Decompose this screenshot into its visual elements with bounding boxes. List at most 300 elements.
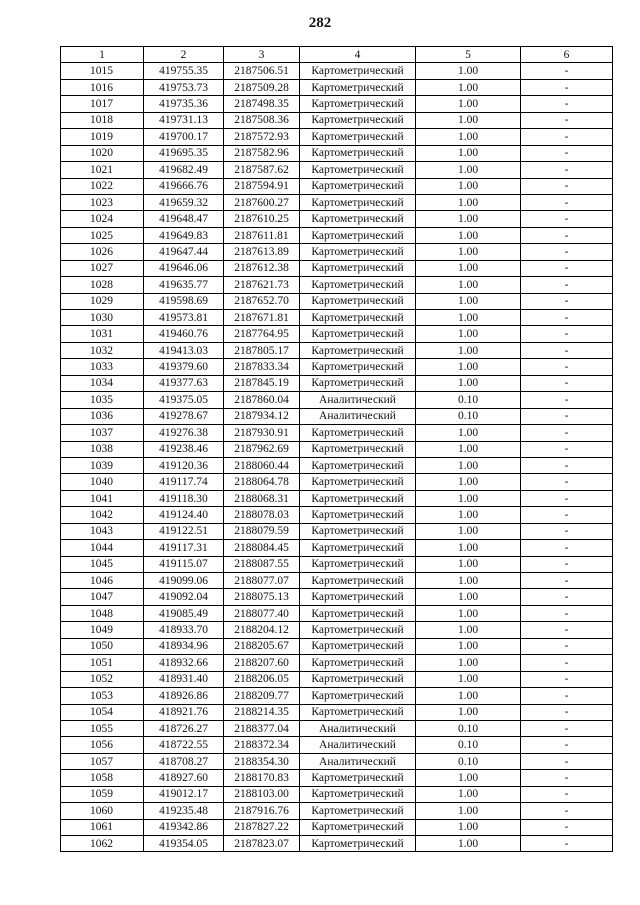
coordinates-table xyxy=(60,46,613,852)
x-coordinate-cell: 419647.44 xyxy=(144,244,224,260)
method-cell: Аналитический xyxy=(300,753,416,769)
method-cell: Картометрический xyxy=(300,178,416,194)
point-number-cell: 1020 xyxy=(61,145,144,161)
table-row xyxy=(61,836,613,852)
note-cell: - xyxy=(521,803,613,819)
accuracy-cell: 1.00 xyxy=(416,573,521,589)
y-coordinate-cell: 2188064.78 xyxy=(224,474,300,490)
point-number-cell: 1037 xyxy=(61,425,144,441)
y-coordinate-cell: 2187916.76 xyxy=(224,803,300,819)
y-coordinate-cell: 2187613.89 xyxy=(224,244,300,260)
y-coordinate-cell: 2187827.22 xyxy=(224,819,300,835)
column-header-4: 4 xyxy=(300,47,416,63)
point-number-cell: 1025 xyxy=(61,227,144,243)
note-cell: - xyxy=(521,227,613,243)
x-coordinate-cell: 419235.48 xyxy=(144,803,224,819)
point-number-cell: 1060 xyxy=(61,803,144,819)
y-coordinate-cell: 2188209.77 xyxy=(224,688,300,704)
method-cell: Картометрический xyxy=(300,260,416,276)
method-cell: Картометрический xyxy=(300,770,416,786)
note-cell: - xyxy=(521,704,613,720)
x-coordinate-cell: 419695.35 xyxy=(144,145,224,161)
table-row xyxy=(61,277,613,293)
accuracy-cell: 1.00 xyxy=(416,63,521,79)
table-row xyxy=(61,392,613,408)
y-coordinate-cell: 2188214.35 xyxy=(224,704,300,720)
x-coordinate-cell: 419099.06 xyxy=(144,573,224,589)
table-row xyxy=(61,145,613,161)
note-cell: - xyxy=(521,786,613,802)
method-cell: Картометрический xyxy=(300,819,416,835)
y-coordinate-cell: 2187764.95 xyxy=(224,326,300,342)
accuracy-cell: 0.10 xyxy=(416,737,521,753)
accuracy-cell: 1.00 xyxy=(416,227,521,243)
method-cell: Картометрический xyxy=(300,605,416,621)
table-row xyxy=(61,244,613,260)
y-coordinate-cell: 2187805.17 xyxy=(224,342,300,358)
accuracy-cell: 0.10 xyxy=(416,753,521,769)
accuracy-cell: 0.10 xyxy=(416,408,521,424)
table-row xyxy=(61,671,613,687)
point-number-cell: 1017 xyxy=(61,96,144,112)
accuracy-cell: 1.00 xyxy=(416,162,521,178)
method-cell: Аналитический xyxy=(300,408,416,424)
method-cell: Картометрический xyxy=(300,573,416,589)
point-number-cell: 1062 xyxy=(61,836,144,852)
note-cell: - xyxy=(521,507,613,523)
method-cell: Аналитический xyxy=(300,720,416,736)
note-cell: - xyxy=(521,573,613,589)
x-coordinate-cell: 419648.47 xyxy=(144,211,224,227)
y-coordinate-cell: 2188170.83 xyxy=(224,770,300,786)
point-number-cell: 1038 xyxy=(61,441,144,457)
method-cell: Картометрический xyxy=(300,803,416,819)
note-cell: - xyxy=(521,556,613,572)
table-row xyxy=(61,490,613,506)
point-number-cell: 1016 xyxy=(61,79,144,95)
table-row xyxy=(61,441,613,457)
method-cell: Картометрический xyxy=(300,293,416,309)
x-coordinate-cell: 419682.49 xyxy=(144,162,224,178)
y-coordinate-cell: 2187621.73 xyxy=(224,277,300,293)
point-number-cell: 1046 xyxy=(61,573,144,589)
table-row xyxy=(61,704,613,720)
table-row xyxy=(61,720,613,736)
accuracy-cell: 1.00 xyxy=(416,704,521,720)
x-coordinate-cell: 419238.46 xyxy=(144,441,224,457)
accuracy-cell: 1.00 xyxy=(416,507,521,523)
point-number-cell: 1022 xyxy=(61,178,144,194)
x-coordinate-cell: 419122.51 xyxy=(144,523,224,539)
note-cell: - xyxy=(521,474,613,490)
table-row xyxy=(61,540,613,556)
point-number-cell: 1024 xyxy=(61,211,144,227)
table-row xyxy=(61,194,613,210)
note-cell: - xyxy=(521,753,613,769)
accuracy-cell: 1.00 xyxy=(416,803,521,819)
point-number-cell: 1019 xyxy=(61,129,144,145)
table-row xyxy=(61,786,613,802)
note-cell: - xyxy=(521,293,613,309)
y-coordinate-cell: 2188087.55 xyxy=(224,556,300,572)
x-coordinate-cell: 419666.76 xyxy=(144,178,224,194)
y-coordinate-cell: 2187572.93 xyxy=(224,129,300,145)
method-cell: Картометрический xyxy=(300,490,416,506)
x-coordinate-cell: 419117.74 xyxy=(144,474,224,490)
accuracy-cell: 1.00 xyxy=(416,326,521,342)
note-cell: - xyxy=(521,178,613,194)
table-row xyxy=(61,523,613,539)
point-number-cell: 1028 xyxy=(61,277,144,293)
accuracy-cell: 1.00 xyxy=(416,622,521,638)
y-coordinate-cell: 2188205.67 xyxy=(224,638,300,654)
note-cell: - xyxy=(521,129,613,145)
point-number-cell: 1041 xyxy=(61,490,144,506)
accuracy-cell: 1.00 xyxy=(416,112,521,128)
x-coordinate-cell: 419354.05 xyxy=(144,836,224,852)
table-row xyxy=(61,310,613,326)
accuracy-cell: 1.00 xyxy=(416,441,521,457)
method-cell: Картометрический xyxy=(300,638,416,654)
point-number-cell: 1031 xyxy=(61,326,144,342)
y-coordinate-cell: 2188377.04 xyxy=(224,720,300,736)
accuracy-cell: 1.00 xyxy=(416,211,521,227)
point-number-cell: 1057 xyxy=(61,753,144,769)
point-number-cell: 1061 xyxy=(61,819,144,835)
y-coordinate-cell: 2188206.05 xyxy=(224,671,300,687)
table-row xyxy=(61,507,613,523)
table-row xyxy=(61,112,613,128)
point-number-cell: 1058 xyxy=(61,770,144,786)
note-cell: - xyxy=(521,737,613,753)
accuracy-cell: 0.10 xyxy=(416,720,521,736)
column-header-3: 3 xyxy=(224,47,300,63)
y-coordinate-cell: 2188060.44 xyxy=(224,457,300,473)
method-cell: Картометрический xyxy=(300,63,416,79)
accuracy-cell: 1.00 xyxy=(416,655,521,671)
method-cell: Картометрический xyxy=(300,145,416,161)
note-cell: - xyxy=(521,260,613,276)
note-cell: - xyxy=(521,310,613,326)
method-cell: Картометрический xyxy=(300,194,416,210)
note-cell: - xyxy=(521,605,613,621)
accuracy-cell: 1.00 xyxy=(416,836,521,852)
method-cell: Картометрический xyxy=(300,79,416,95)
y-coordinate-cell: 2187509.28 xyxy=(224,79,300,95)
accuracy-cell: 1.00 xyxy=(416,589,521,605)
x-coordinate-cell: 419276.38 xyxy=(144,425,224,441)
y-coordinate-cell: 2188103.00 xyxy=(224,786,300,802)
table-row xyxy=(61,375,613,391)
x-coordinate-cell: 418722.55 xyxy=(144,737,224,753)
y-coordinate-cell: 2187962.69 xyxy=(224,441,300,457)
point-number-cell: 1035 xyxy=(61,392,144,408)
y-coordinate-cell: 2187652.70 xyxy=(224,293,300,309)
point-number-cell: 1053 xyxy=(61,688,144,704)
method-cell: Картометрический xyxy=(300,556,416,572)
accuracy-cell: 1.00 xyxy=(416,277,521,293)
method-cell: Картометрический xyxy=(300,457,416,473)
accuracy-cell: 1.00 xyxy=(416,79,521,95)
method-cell: Картометрический xyxy=(300,704,416,720)
table-row xyxy=(61,63,613,79)
accuracy-cell: 1.00 xyxy=(416,457,521,473)
y-coordinate-cell: 2187612.38 xyxy=(224,260,300,276)
method-cell: Картометрический xyxy=(300,227,416,243)
method-cell: Картометрический xyxy=(300,310,416,326)
point-number-cell: 1034 xyxy=(61,375,144,391)
x-coordinate-cell: 419413.03 xyxy=(144,342,224,358)
point-number-cell: 1054 xyxy=(61,704,144,720)
x-coordinate-cell: 419120.36 xyxy=(144,457,224,473)
table-row xyxy=(61,457,613,473)
note-cell: - xyxy=(521,638,613,654)
table-header-row xyxy=(61,47,613,63)
table-row xyxy=(61,326,613,342)
table-row xyxy=(61,622,613,638)
x-coordinate-cell: 419753.73 xyxy=(144,79,224,95)
accuracy-cell: 1.00 xyxy=(416,638,521,654)
y-coordinate-cell: 2188354.30 xyxy=(224,753,300,769)
point-number-cell: 1036 xyxy=(61,408,144,424)
x-coordinate-cell: 419377.63 xyxy=(144,375,224,391)
accuracy-cell: 1.00 xyxy=(416,194,521,210)
method-cell: Картометрический xyxy=(300,507,416,523)
x-coordinate-cell: 419012.17 xyxy=(144,786,224,802)
method-cell: Картометрический xyxy=(300,277,416,293)
accuracy-cell: 1.00 xyxy=(416,605,521,621)
x-coordinate-cell: 419573.81 xyxy=(144,310,224,326)
accuracy-cell: 1.00 xyxy=(416,490,521,506)
table-row xyxy=(61,96,613,112)
column-header-1: 1 xyxy=(61,47,144,63)
note-cell: - xyxy=(521,720,613,736)
note-cell: - xyxy=(521,392,613,408)
point-number-cell: 1015 xyxy=(61,63,144,79)
table-row xyxy=(61,556,613,572)
note-cell: - xyxy=(521,688,613,704)
point-number-cell: 1027 xyxy=(61,260,144,276)
point-number-cell: 1023 xyxy=(61,194,144,210)
x-coordinate-cell: 419598.69 xyxy=(144,293,224,309)
page-number: 282 xyxy=(308,15,332,31)
x-coordinate-cell: 419731.13 xyxy=(144,112,224,128)
point-number-cell: 1039 xyxy=(61,457,144,473)
x-coordinate-cell: 419635.77 xyxy=(144,277,224,293)
accuracy-cell: 1.00 xyxy=(416,819,521,835)
table-row xyxy=(61,753,613,769)
point-number-cell: 1030 xyxy=(61,310,144,326)
table-row xyxy=(61,359,613,375)
point-number-cell: 1059 xyxy=(61,786,144,802)
method-cell: Картометрический xyxy=(300,326,416,342)
point-number-cell: 1056 xyxy=(61,737,144,753)
table-row xyxy=(61,260,613,276)
note-cell: - xyxy=(521,194,613,210)
note-cell: - xyxy=(521,112,613,128)
x-coordinate-cell: 419375.05 xyxy=(144,392,224,408)
y-coordinate-cell: 2187671.81 xyxy=(224,310,300,326)
x-coordinate-cell: 419700.17 xyxy=(144,129,224,145)
x-coordinate-cell: 419646.06 xyxy=(144,260,224,276)
table-row xyxy=(61,770,613,786)
point-number-cell: 1055 xyxy=(61,720,144,736)
y-coordinate-cell: 2187833.34 xyxy=(224,359,300,375)
accuracy-cell: 1.00 xyxy=(416,244,521,260)
note-cell: - xyxy=(521,671,613,687)
accuracy-cell: 1.00 xyxy=(416,671,521,687)
y-coordinate-cell: 2187508.36 xyxy=(224,112,300,128)
y-coordinate-cell: 2187823.07 xyxy=(224,836,300,852)
y-coordinate-cell: 2188068.31 xyxy=(224,490,300,506)
method-cell: Картометрический xyxy=(300,129,416,145)
y-coordinate-cell: 2188079.59 xyxy=(224,523,300,539)
method-cell: Картометрический xyxy=(300,474,416,490)
point-number-cell: 1052 xyxy=(61,671,144,687)
method-cell: Картометрический xyxy=(300,96,416,112)
method-cell: Картометрический xyxy=(300,112,416,128)
note-cell: - xyxy=(521,96,613,112)
note-cell: - xyxy=(521,211,613,227)
y-coordinate-cell: 2187934.12 xyxy=(224,408,300,424)
table-row xyxy=(61,803,613,819)
note-cell: - xyxy=(521,277,613,293)
x-coordinate-cell: 418931.40 xyxy=(144,671,224,687)
point-number-cell: 1040 xyxy=(61,474,144,490)
accuracy-cell: 1.00 xyxy=(416,556,521,572)
table-row xyxy=(61,638,613,654)
point-number-cell: 1049 xyxy=(61,622,144,638)
y-coordinate-cell: 2187506.51 xyxy=(224,63,300,79)
table-row xyxy=(61,293,613,309)
method-cell: Картометрический xyxy=(300,671,416,687)
point-number-cell: 1050 xyxy=(61,638,144,654)
column-header-5: 5 xyxy=(416,47,521,63)
y-coordinate-cell: 2188372.34 xyxy=(224,737,300,753)
note-cell: - xyxy=(521,622,613,638)
table-row xyxy=(61,162,613,178)
x-coordinate-cell: 419460.76 xyxy=(144,326,224,342)
x-coordinate-cell: 419379.60 xyxy=(144,359,224,375)
method-cell: Картометрический xyxy=(300,375,416,391)
point-number-cell: 1047 xyxy=(61,589,144,605)
point-number-cell: 1026 xyxy=(61,244,144,260)
x-coordinate-cell: 419278.67 xyxy=(144,408,224,424)
x-coordinate-cell: 419735.36 xyxy=(144,96,224,112)
table-row xyxy=(61,211,613,227)
accuracy-cell: 1.00 xyxy=(416,129,521,145)
x-coordinate-cell: 419342.86 xyxy=(144,819,224,835)
table-row xyxy=(61,342,613,358)
table-row xyxy=(61,573,613,589)
note-cell: - xyxy=(521,342,613,358)
table-row xyxy=(61,79,613,95)
method-cell: Картометрический xyxy=(300,342,416,358)
point-number-cell: 1045 xyxy=(61,556,144,572)
table-row xyxy=(61,589,613,605)
note-cell: - xyxy=(521,162,613,178)
method-cell: Аналитический xyxy=(300,737,416,753)
x-coordinate-cell: 419118.30 xyxy=(144,490,224,506)
x-coordinate-cell: 419085.49 xyxy=(144,605,224,621)
method-cell: Картометрический xyxy=(300,211,416,227)
accuracy-cell: 1.00 xyxy=(416,786,521,802)
x-coordinate-cell: 419649.83 xyxy=(144,227,224,243)
method-cell: Картометрический xyxy=(300,836,416,852)
accuracy-cell: 1.00 xyxy=(416,523,521,539)
accuracy-cell: 0.10 xyxy=(416,392,521,408)
x-coordinate-cell: 418726.27 xyxy=(144,720,224,736)
y-coordinate-cell: 2188204.12 xyxy=(224,622,300,638)
method-cell: Аналитический xyxy=(300,392,416,408)
accuracy-cell: 1.00 xyxy=(416,688,521,704)
y-coordinate-cell: 2187498.35 xyxy=(224,96,300,112)
y-coordinate-cell: 2187600.27 xyxy=(224,194,300,210)
x-coordinate-cell: 418932.66 xyxy=(144,655,224,671)
note-cell: - xyxy=(521,540,613,556)
method-cell: Картометрический xyxy=(300,441,416,457)
accuracy-cell: 1.00 xyxy=(416,375,521,391)
accuracy-cell: 1.00 xyxy=(416,293,521,309)
x-coordinate-cell: 419755.35 xyxy=(144,63,224,79)
note-cell: - xyxy=(521,145,613,161)
table-row xyxy=(61,408,613,424)
note-cell: - xyxy=(521,589,613,605)
note-cell: - xyxy=(521,457,613,473)
x-coordinate-cell: 419092.04 xyxy=(144,589,224,605)
accuracy-cell: 1.00 xyxy=(416,474,521,490)
y-coordinate-cell: 2187860.04 xyxy=(224,392,300,408)
note-cell: - xyxy=(521,408,613,424)
point-number-cell: 1043 xyxy=(61,523,144,539)
table-row xyxy=(61,178,613,194)
point-number-cell: 1032 xyxy=(61,342,144,358)
y-coordinate-cell: 2188207.60 xyxy=(224,655,300,671)
table-row xyxy=(61,227,613,243)
point-number-cell: 1033 xyxy=(61,359,144,375)
table-row xyxy=(61,655,613,671)
accuracy-cell: 1.00 xyxy=(416,425,521,441)
note-cell: - xyxy=(521,326,613,342)
y-coordinate-cell: 2187611.81 xyxy=(224,227,300,243)
method-cell: Картометрический xyxy=(300,589,416,605)
note-cell: - xyxy=(521,523,613,539)
table-row xyxy=(61,425,613,441)
method-cell: Картометрический xyxy=(300,688,416,704)
accuracy-cell: 1.00 xyxy=(416,310,521,326)
table-row xyxy=(61,819,613,835)
accuracy-cell: 1.00 xyxy=(416,96,521,112)
method-cell: Картометрический xyxy=(300,655,416,671)
table-row xyxy=(61,737,613,753)
x-coordinate-cell: 418933.70 xyxy=(144,622,224,638)
point-number-cell: 1044 xyxy=(61,540,144,556)
method-cell: Картометрический xyxy=(300,425,416,441)
x-coordinate-cell: 419124.40 xyxy=(144,507,224,523)
y-coordinate-cell: 2187610.25 xyxy=(224,211,300,227)
x-coordinate-cell: 418926.86 xyxy=(144,688,224,704)
accuracy-cell: 1.00 xyxy=(416,359,521,375)
note-cell: - xyxy=(521,79,613,95)
x-coordinate-cell: 419659.32 xyxy=(144,194,224,210)
note-cell: - xyxy=(521,359,613,375)
y-coordinate-cell: 2188075.13 xyxy=(224,589,300,605)
method-cell: Картометрический xyxy=(300,244,416,260)
accuracy-cell: 1.00 xyxy=(416,260,521,276)
note-cell: - xyxy=(521,441,613,457)
note-cell: - xyxy=(521,655,613,671)
note-cell: - xyxy=(521,425,613,441)
